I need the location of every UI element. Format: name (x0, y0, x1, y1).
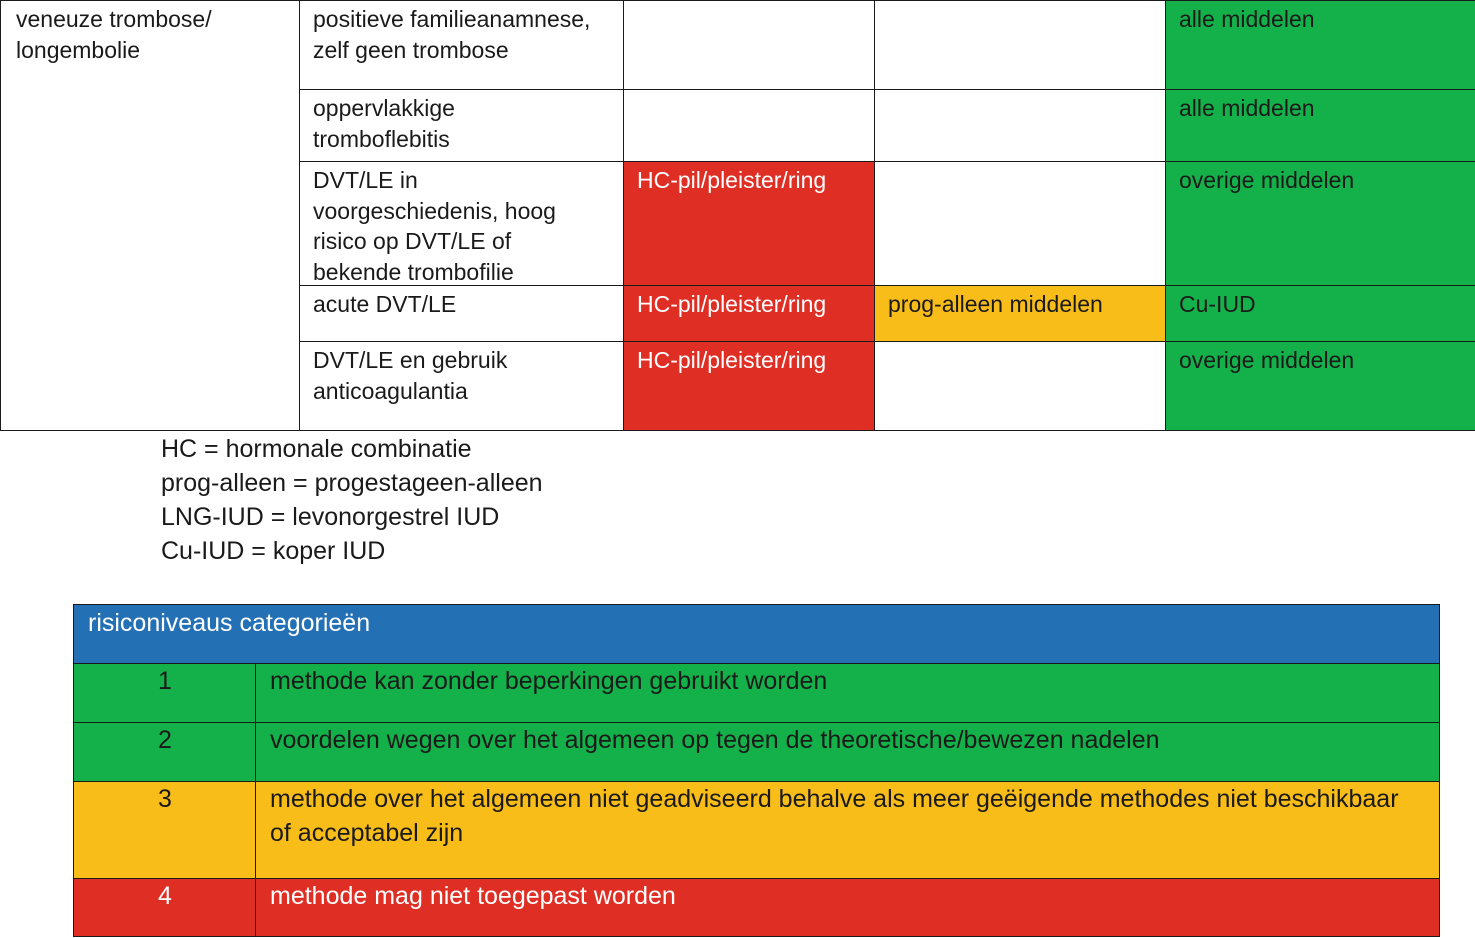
cat3-cell (874, 161, 1166, 286)
category-label: veneuze trombose/ longembolie (16, 6, 212, 63)
condition-label: DVT/LE in voorgeschiedenis, hoog risico op DVT/LE of bekende trombofilie (313, 167, 556, 285)
cat1-cell (1165, 341, 1475, 431)
cat1-label: alle middelen (1179, 95, 1315, 121)
legend-item: LNG-IUD = levonorgestrel IUD (161, 503, 500, 531)
condition-label: acute DVT/LE (313, 291, 457, 317)
cat1-cell (1165, 161, 1475, 286)
risk-level-description: voordelen wegen over het algemeen op tegen de theoretische/bewezen nadelen (270, 726, 1160, 754)
condition-cell (299, 0, 624, 90)
cat4-label: HC-pil/pleister/ring (637, 167, 827, 193)
risk-level-cell (73, 663, 255, 722)
grid-line (255, 663, 256, 937)
condition-label: oppervlakkige tromboflebitis (313, 95, 455, 152)
cat4-cell (623, 285, 875, 342)
grid-line (73, 604, 74, 937)
cat3-cell (874, 0, 1166, 90)
grid-line (73, 604, 1440, 605)
cat3-label: prog-alleen middelen (888, 291, 1103, 317)
cat4-cell (623, 161, 875, 286)
cat4-label: HC-pil/pleister/ring (637, 347, 827, 373)
risk-level-number: 2 (158, 726, 172, 754)
cat3-cell (874, 89, 1166, 162)
grid-line (1439, 604, 1440, 937)
risk-level-number: 4 (158, 882, 172, 910)
cat1-label: Cu-IUD (1179, 291, 1256, 317)
risk-level-description: methode kan zonder beperkingen gebruikt worden (270, 667, 828, 695)
legend-item: Cu-IUD = koper IUD (161, 537, 386, 565)
legend-item: HC = hormonale combinatie (161, 435, 472, 463)
risk-description-cell (255, 722, 1440, 781)
risk-level-cell (73, 781, 255, 878)
abbreviation-legend (161, 432, 543, 568)
condition-cell (299, 285, 624, 342)
cat4-cell (623, 0, 875, 90)
condition-cell (299, 341, 624, 431)
cat1-cell (1165, 89, 1475, 162)
risk-description-cell (255, 878, 1440, 937)
cat1-label: overige middelen (1179, 347, 1355, 373)
cat1-cell (1165, 0, 1475, 90)
risk-description-cell (255, 781, 1440, 878)
risk-levels-table (73, 604, 1440, 937)
condition-cell (299, 161, 624, 286)
category-cell (0, 0, 300, 431)
cat1-label: overige middelen (1179, 167, 1355, 193)
risk-level-number: 1 (158, 667, 172, 695)
condition-cell (299, 89, 624, 162)
condition-label: positieve familieanamnese, zelf geen trombose (313, 6, 591, 63)
risk-level-cell (73, 722, 255, 781)
cat4-label: HC-pil/pleister/ring (637, 291, 827, 317)
grid-line (73, 781, 1440, 782)
cat3-cell (874, 341, 1166, 431)
risk-level-cell (73, 878, 255, 937)
grid-line (73, 878, 1440, 879)
grid-line (73, 722, 1440, 723)
risk-level-description: methode mag niet toegepast worden (270, 882, 676, 910)
grid-line (73, 663, 1440, 664)
risk-level-number: 3 (158, 785, 172, 813)
cat3-cell (874, 285, 1166, 342)
risk-description-cell (255, 663, 1440, 722)
risk-title: risiconiveaus categorieën (88, 609, 371, 637)
cat1-cell (1165, 285, 1475, 342)
risk-level-description: methode over het algemeen niet geadviseerd behalve als meer geëigende methodes niet beschikbaar of acceptabel zijn (270, 785, 1399, 847)
cat4-cell (623, 89, 875, 162)
cat4-cell (623, 341, 875, 431)
cat1-label: alle middelen (1179, 6, 1315, 32)
risk-title-cell (73, 604, 1440, 663)
legend-item: prog-alleen = progestageen-alleen (161, 469, 543, 497)
grid-line (73, 936, 1440, 937)
condition-label: DVT/LE en gebruik anticoagulantia (313, 347, 508, 404)
